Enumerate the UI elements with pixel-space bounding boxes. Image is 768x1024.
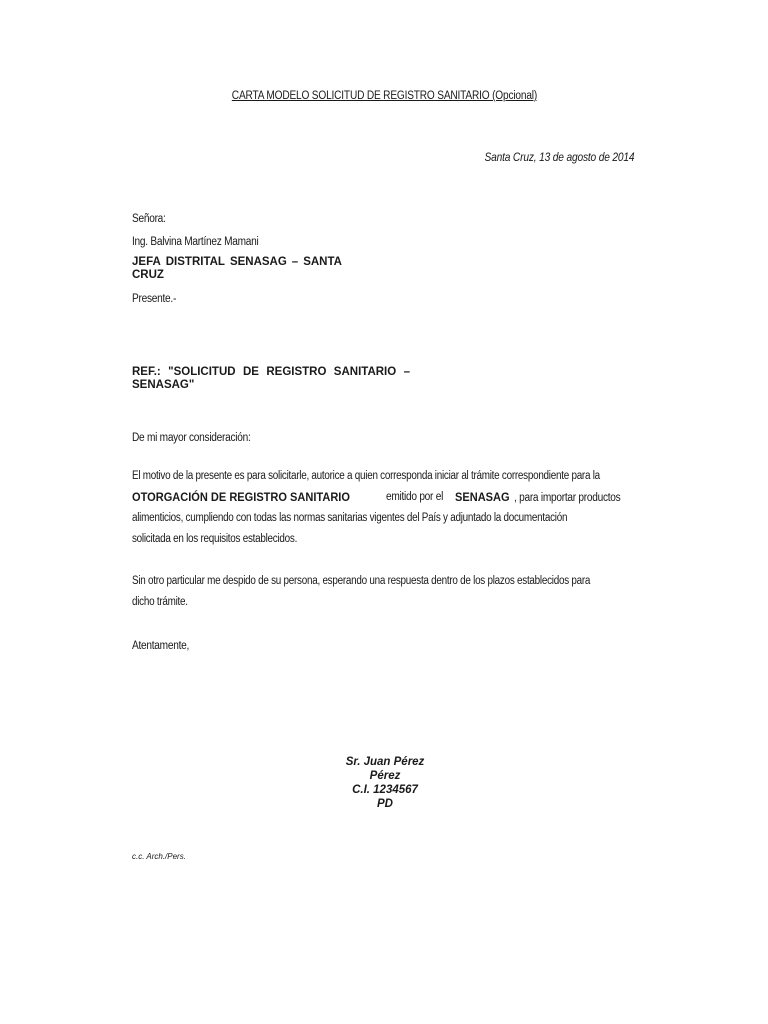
body-p1-line1 <box>132 466 635 487</box>
letter-title <box>0 86 768 104</box>
body-p1-line3 <box>132 508 635 529</box>
date-line <box>458 148 634 166</box>
importar-text: , para importar productos <box>514 491 621 504</box>
body-paragraph-1 <box>132 466 635 549</box>
reference-line2: SENASAG" <box>132 379 195 391</box>
emitido-text: emitido por el <box>385 490 443 503</box>
carbon-copy <box>132 852 186 861</box>
position-word: JEFA <box>132 256 161 268</box>
position-word: DISTRITAL <box>165 256 225 268</box>
position-word: SANTA <box>303 256 342 268</box>
body-p2-line2-text: dicho trámite. <box>132 595 188 608</box>
body-p2-line1-text: Sin otro particular me despido de su persona, esperando una respuesta dentro de los plazos establecidos para <box>132 575 591 587</box>
body-p1-line4-text: solicitada en los requisitos establecidos. <box>132 532 298 545</box>
body-p1-line4 <box>132 529 635 550</box>
signature-line2: Pérez <box>369 770 401 782</box>
greeting <box>132 428 267 446</box>
body-p1-line1-text: El motivo de la presente es para solicitarle, autorice a quien corresponda iniciar al trámite correspondiente para la <box>132 470 600 482</box>
position-word: – <box>291 256 299 268</box>
recipient-name <box>132 232 276 250</box>
body-p2-line2 <box>132 592 635 613</box>
reference-word: "SOLICITUD <box>168 366 236 378</box>
senasag-text: SENASAG <box>454 489 510 504</box>
greeting-text: De mi mayor consideración: <box>132 432 251 444</box>
presente-text: Presente.- <box>132 293 177 305</box>
signature-line1: Sr. Juan Pérez <box>345 756 425 768</box>
otorgacion-text: OTORGACIÓN DE REGISTRO SANITARIO <box>132 489 350 504</box>
closing-text: Atentamente, <box>132 640 190 652</box>
presente <box>132 289 182 307</box>
recipient-position <box>132 256 342 282</box>
salutation-text: Señora: <box>132 213 166 225</box>
carbon-copy-text: c.c. Arch./Pers. <box>132 852 186 861</box>
letter-title-text: CARTA MODELO SOLICITUD DE REGISTRO SANITARIO (Opcional) <box>231 90 537 102</box>
date-text: Santa Cruz, 13 de agosto de 2014 <box>484 150 634 164</box>
reference-word: REF.: <box>132 366 161 378</box>
reference-word: – <box>403 366 410 378</box>
closing <box>132 636 197 654</box>
body-p2-line1 <box>132 571 635 592</box>
recipient-position-line1 <box>132 256 342 269</box>
signature-block <box>300 755 470 811</box>
recipient-position-line2: CRUZ <box>132 269 164 281</box>
reference-word: DE <box>242 366 259 378</box>
signature-line3: C.I. 1234567 <box>352 784 418 796</box>
salutation <box>132 209 170 227</box>
position-word: SENASAG <box>229 256 287 268</box>
signature-line4: PD <box>377 798 393 810</box>
body-paragraph-2 <box>132 571 635 612</box>
recipient-name-text: Ing. Balvina Martínez Mamani <box>132 236 259 248</box>
body-p1-line2 <box>132 487 635 509</box>
reference-word: SANITARIO <box>333 366 397 378</box>
reference-block <box>132 366 410 392</box>
reference-word: REGISTRO <box>266 366 327 378</box>
reference-line1 <box>132 366 410 379</box>
body-p1-line3-text: alimenticios, cumpliendo con todas las normas sanitarias vigentes del País y adjuntado la documentación <box>132 512 568 524</box>
